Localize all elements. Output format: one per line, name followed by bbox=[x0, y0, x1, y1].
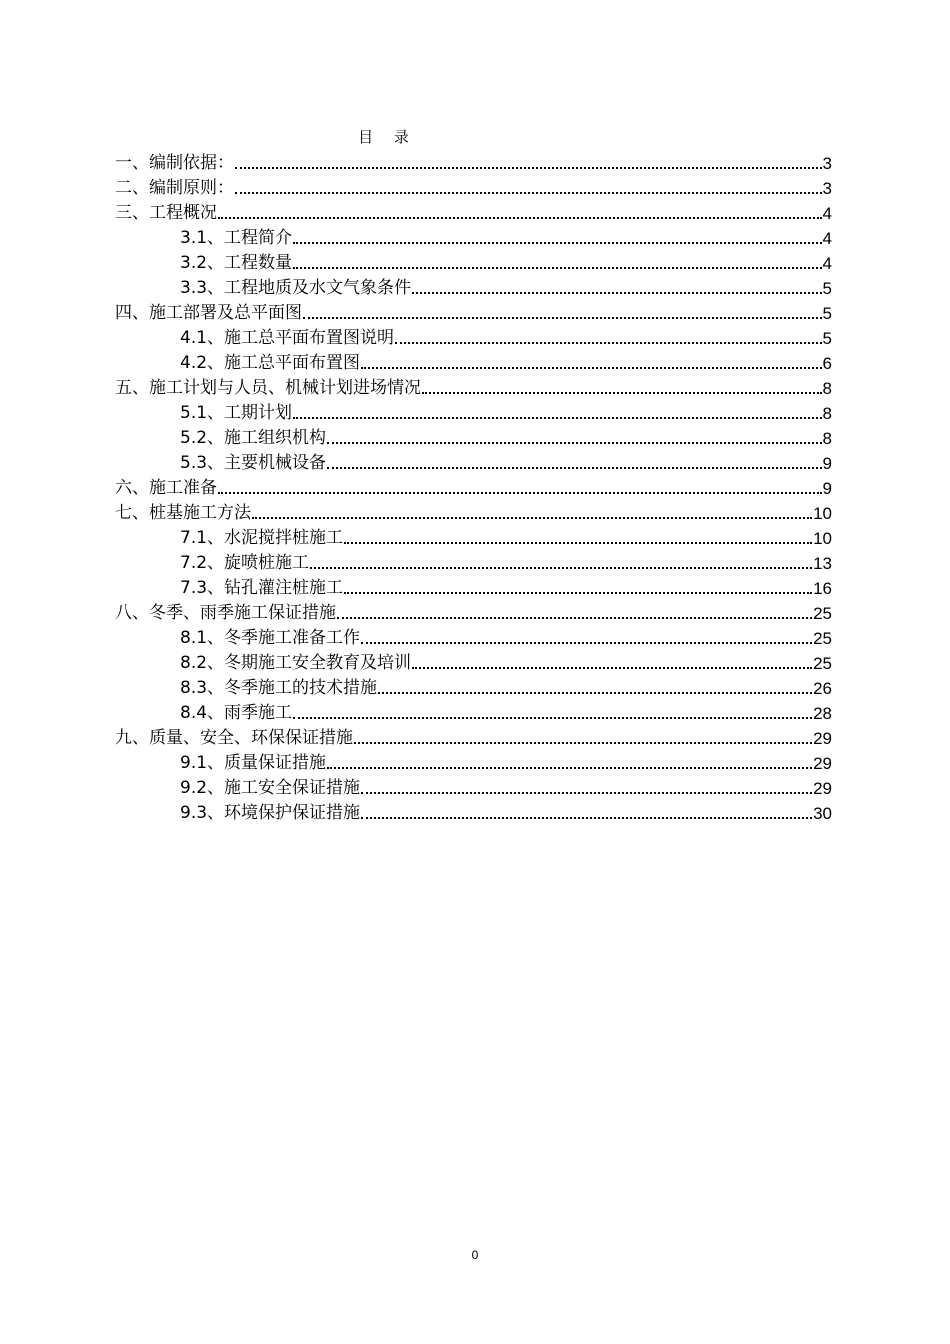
toc-entry[interactable] bbox=[115, 649, 832, 674]
toc-entry[interactable] bbox=[115, 224, 832, 249]
dot-leader bbox=[337, 617, 812, 619]
toc-entry[interactable] bbox=[115, 299, 832, 324]
toc-entry-label: 9.1、质量保证措施 bbox=[180, 753, 327, 773]
toc-entry-label: 8.4、雨季施工 bbox=[180, 703, 293, 723]
toc-entry-label: 7.3、钻孔灌注桩施工 bbox=[180, 578, 344, 598]
toc-entry[interactable] bbox=[115, 699, 832, 724]
toc-entry[interactable] bbox=[115, 724, 832, 749]
dot-leader bbox=[218, 217, 822, 219]
toc-entry-page: 3 bbox=[822, 179, 832, 198]
toc-entry-page: 5 bbox=[822, 279, 832, 298]
dot-leader bbox=[344, 542, 812, 544]
dot-leader bbox=[327, 442, 821, 444]
toc-entry-label: 4.2、施工总平面布置图 bbox=[180, 353, 361, 373]
dot-leader bbox=[293, 242, 821, 244]
toc-entry-label: 3.2、工程数量 bbox=[180, 253, 293, 273]
dot-leader bbox=[218, 492, 822, 494]
dot-leader bbox=[361, 817, 812, 819]
toc-entry[interactable] bbox=[115, 474, 832, 499]
page-number: 0 bbox=[471, 1248, 479, 1262]
dot-leader bbox=[412, 667, 812, 669]
toc-list bbox=[115, 149, 832, 824]
toc-entry-page: 3 bbox=[822, 154, 832, 173]
toc-entry-page: 13 bbox=[813, 554, 832, 573]
dot-leader bbox=[293, 417, 821, 419]
toc-entry[interactable] bbox=[115, 749, 832, 774]
toc-entry-page: 4 bbox=[822, 229, 832, 248]
toc-entry[interactable] bbox=[115, 674, 832, 699]
toc-entry[interactable] bbox=[115, 249, 832, 274]
toc-entry-page: 25 bbox=[813, 654, 832, 673]
toc-entry-page: 9 bbox=[822, 454, 832, 473]
toc-entry[interactable] bbox=[115, 324, 832, 349]
dot-leader bbox=[252, 517, 812, 519]
toc-entry-page: 28 bbox=[813, 704, 832, 723]
toc-entry[interactable] bbox=[115, 499, 832, 524]
toc-entry-label: 9.3、环境保护保证措施 bbox=[180, 803, 361, 823]
toc-entry-label: 5.3、主要机械设备 bbox=[180, 453, 327, 473]
toc-entry-page: 9 bbox=[822, 479, 832, 498]
toc-entry-label: 8.3、冬季施工的技术措施 bbox=[180, 678, 378, 698]
toc-entry[interactable] bbox=[115, 399, 832, 424]
dot-leader bbox=[327, 467, 821, 469]
dot-leader bbox=[412, 292, 821, 294]
toc-entry-page: 29 bbox=[813, 754, 832, 773]
toc-entry-page: 10 bbox=[813, 504, 832, 523]
toc-entry-page: 26 bbox=[813, 679, 832, 698]
toc-entry-label: 9.2、施工安全保证措施 bbox=[180, 778, 361, 798]
dot-leader bbox=[354, 742, 812, 744]
toc-entry-page: 5 bbox=[822, 304, 832, 323]
toc-entry-page: 30 bbox=[813, 804, 832, 823]
dot-leader bbox=[361, 792, 812, 794]
toc-entry[interactable] bbox=[115, 349, 832, 374]
toc-entry-page: 25 bbox=[813, 604, 832, 623]
dot-leader bbox=[378, 692, 812, 694]
toc-entry-label: 六、施工准备 bbox=[115, 478, 217, 498]
dot-leader bbox=[310, 567, 812, 569]
dot-leader bbox=[327, 767, 812, 769]
toc-title: 目 录 bbox=[358, 128, 417, 146]
toc-entry-label: 5.2、施工组织机构 bbox=[180, 428, 327, 448]
toc-entry-label: 二、编制原则： bbox=[115, 178, 234, 198]
toc-entry-label: 三、工程概况 bbox=[115, 203, 217, 223]
toc-entry-label: 8.1、冬季施工准备工作 bbox=[180, 628, 361, 648]
toc-entry[interactable] bbox=[115, 624, 832, 649]
toc-entry[interactable] bbox=[115, 574, 832, 599]
toc-entry[interactable] bbox=[115, 599, 832, 624]
toc-entry-label: 8.2、冬期施工安全教育及培训 bbox=[180, 653, 412, 673]
toc-entry-label: 八、冬季、雨季施工保证措施 bbox=[115, 603, 336, 623]
toc-entry-label: 7.1、水泥搅拌桩施工 bbox=[180, 528, 344, 548]
toc-entry-page: 8 bbox=[822, 404, 832, 423]
toc-entry-page: 29 bbox=[813, 729, 832, 748]
toc-entry[interactable] bbox=[115, 149, 832, 174]
toc-entry-page: 8 bbox=[822, 429, 832, 448]
dot-leader bbox=[235, 192, 822, 194]
dot-leader bbox=[422, 392, 822, 394]
toc-entry-label: 四、施工部署及总平面图 bbox=[115, 303, 302, 323]
toc-entry[interactable] bbox=[115, 274, 832, 299]
toc-entry[interactable] bbox=[115, 424, 832, 449]
dot-leader bbox=[395, 342, 821, 344]
toc-entry-page: 29 bbox=[813, 779, 832, 798]
toc-entry-label: 3.3、工程地质及水文气象条件 bbox=[180, 278, 412, 298]
toc-entry[interactable] bbox=[115, 174, 832, 199]
toc-entry-label: 4.1、施工总平面布置图说明 bbox=[180, 328, 395, 348]
toc-entry-page: 10 bbox=[813, 529, 832, 548]
toc-entry-label: 九、质量、安全、环保保证措施 bbox=[115, 728, 353, 748]
toc-entry-label: 3.1、工程简介 bbox=[180, 228, 293, 248]
toc-entry[interactable] bbox=[115, 524, 832, 549]
toc-entry[interactable] bbox=[115, 774, 832, 799]
dot-leader bbox=[293, 267, 821, 269]
dot-leader bbox=[361, 367, 821, 369]
toc-entry-page: 16 bbox=[813, 579, 832, 598]
toc-entry[interactable] bbox=[115, 199, 832, 224]
toc-entry-label: 5.1、工期计划 bbox=[180, 403, 293, 423]
toc-entry-label: 7.2、旋喷桩施工 bbox=[180, 553, 310, 573]
toc-entry-page: 8 bbox=[822, 379, 832, 398]
toc-entry[interactable] bbox=[115, 549, 832, 574]
toc-entry-label: 五、施工计划与人员、机械计划进场情况 bbox=[115, 378, 421, 398]
toc-entry[interactable] bbox=[115, 449, 832, 474]
toc-entry-page: 4 bbox=[822, 204, 832, 223]
toc-entry-label: 一、编制依据： bbox=[115, 153, 234, 173]
toc-entry[interactable] bbox=[115, 374, 832, 399]
dot-leader bbox=[344, 592, 812, 594]
dot-leader bbox=[235, 167, 822, 169]
toc-entry-page: 25 bbox=[813, 629, 832, 648]
dot-leader bbox=[303, 317, 822, 319]
toc-entry[interactable] bbox=[115, 799, 832, 824]
toc-entry-page: 5 bbox=[822, 329, 832, 348]
toc-entry-label: 七、桩基施工方法 bbox=[115, 503, 251, 523]
toc-entry-page: 6 bbox=[822, 354, 832, 373]
dot-leader bbox=[361, 642, 812, 644]
dot-leader bbox=[293, 717, 812, 719]
toc-entry-page: 4 bbox=[822, 254, 832, 273]
